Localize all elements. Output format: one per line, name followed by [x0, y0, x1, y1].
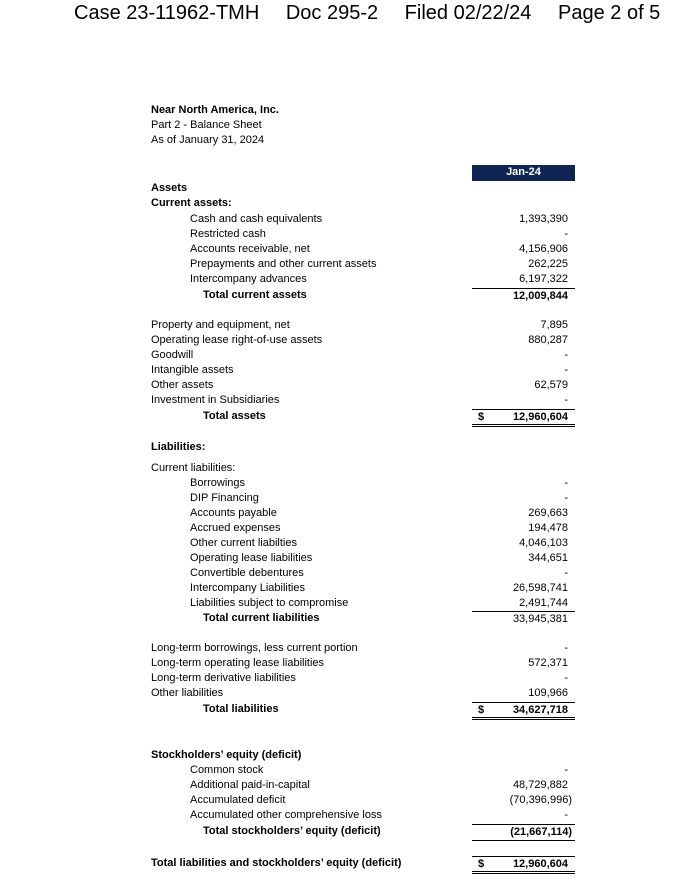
value-cell [472, 242, 575, 256]
table-row [151, 272, 575, 287]
row-value: 12,009,844 [512, 290, 568, 302]
value-cell [472, 596, 575, 610]
currency-symbol: $ [478, 411, 485, 423]
row-label: Assets [151, 182, 188, 194]
value-cell [472, 686, 575, 700]
value-cell [472, 778, 575, 792]
row-label: Total stockholders’ equity (deficit) [203, 825, 381, 837]
value-cell [472, 763, 575, 777]
value-cell [472, 551, 575, 565]
value-cell [472, 702, 575, 720]
row-value: 344,651 [528, 552, 568, 564]
row-label: Liabilities subject to compromise [190, 597, 349, 609]
row-label: Other liabilities [151, 687, 224, 699]
row-label: Goodwill [151, 349, 194, 361]
value-cell [472, 566, 575, 580]
currency-symbol: $ [478, 858, 485, 870]
value-cell [472, 348, 575, 362]
value-cell [472, 363, 575, 377]
value-cell [472, 212, 575, 226]
row-label: Intercompany advances [190, 273, 307, 285]
value-cell [472, 227, 575, 241]
table-row [151, 440, 575, 455]
table-row [151, 566, 575, 581]
row-value: - [564, 364, 568, 376]
row-value: 7,895 [540, 319, 568, 331]
row-label: Current assets: [151, 197, 232, 209]
total-row [151, 288, 575, 303]
table-row [151, 793, 575, 808]
table-row [151, 378, 575, 393]
value-cell [472, 506, 575, 520]
table-row [151, 671, 575, 686]
value-cell [472, 476, 575, 490]
value-cell [472, 671, 575, 685]
total-row [151, 824, 575, 839]
row-value: - [564, 567, 568, 579]
row-label: Total liabilities [203, 703, 279, 715]
value-cell [472, 824, 575, 841]
value-cell [472, 288, 575, 302]
table-row [151, 778, 575, 793]
row-label: Borrowings [190, 477, 246, 489]
row-label: Intangible assets [151, 364, 234, 376]
value-cell [472, 611, 575, 625]
row-label: Restricted cash [190, 228, 266, 240]
row-label: Total current liabilities [203, 612, 320, 624]
page-number: Page 2 of 5 [558, 2, 661, 24]
table-row [151, 491, 575, 506]
value-cell [472, 641, 575, 655]
company-name: Near North America, Inc. [151, 104, 279, 116]
row-label: Convertible debentures [190, 567, 304, 579]
table-row [151, 461, 575, 476]
value-cell [472, 521, 575, 535]
row-value: 34,627,718 [512, 704, 568, 716]
row-label: Total current assets [203, 289, 307, 301]
column-header-period: Jan-24 [472, 165, 575, 181]
row-label: Accrued expenses [190, 522, 281, 534]
table-row [151, 763, 575, 778]
row-value: 194,478 [528, 522, 568, 534]
row-value: (70,396,996) [509, 794, 572, 806]
row-value: 62,579 [534, 379, 568, 391]
row-value: - [564, 492, 568, 504]
value-cell [472, 581, 575, 595]
row-value: 880,287 [528, 334, 568, 346]
statement-title: Part 2 - Balance Sheet [151, 119, 262, 131]
table-row [151, 808, 575, 823]
table-row [151, 227, 575, 242]
row-label: Stockholders’ equity (deficit) [151, 749, 302, 761]
row-value: 109,966 [528, 687, 568, 699]
row-label: Long-term borrowings, less current portion [151, 642, 358, 654]
row-label: Accounts receivable, net [190, 243, 310, 255]
row-label: Long-term derivative liabilities [151, 672, 296, 684]
value-cell [472, 440, 575, 454]
table-row [151, 686, 575, 701]
filed-date: Filed 02/22/24 [404, 2, 532, 24]
row-value: 48,729,882 [512, 779, 568, 791]
row-value: (21,667,114) [510, 826, 572, 838]
row-value: 262,225 [528, 258, 568, 270]
row-value: 33,945,381 [512, 613, 568, 625]
value-cell [472, 536, 575, 550]
table-row [151, 506, 575, 521]
row-value: 269,663 [528, 507, 568, 519]
table-row [151, 596, 575, 611]
row-label: DIP Financing [190, 492, 259, 504]
row-value: - [564, 228, 568, 240]
table-row [151, 656, 575, 671]
row-label: Accumulated deficit [190, 794, 286, 806]
row-label: Other assets [151, 379, 214, 391]
row-label: Long-term operating lease liabilities [151, 657, 325, 669]
value-cell [472, 793, 575, 807]
total-row [151, 409, 575, 424]
table-row [151, 318, 575, 333]
row-value: 12,960,604 [512, 858, 568, 870]
value-cell [472, 318, 575, 332]
table-row [151, 363, 575, 378]
row-value: 2,491,744 [519, 597, 568, 609]
value-cell [472, 257, 575, 271]
row-value: 12,960,604 [512, 411, 568, 423]
row-label: Additional paid-in-capital [190, 779, 310, 791]
row-label: Total assets [203, 410, 266, 422]
doc-number: Doc 295-2 [285, 2, 379, 24]
total-row [151, 856, 575, 871]
table-row [151, 536, 575, 551]
value-cell [472, 656, 575, 670]
value-cell [472, 409, 575, 427]
row-value: - [564, 809, 568, 821]
row-label: Total liabilities and stockholders’ equity (deficit) [151, 857, 402, 869]
table-row [151, 181, 575, 196]
row-label: Property and equipment, net [151, 319, 290, 331]
total-row [151, 611, 575, 626]
table-row [151, 551, 575, 566]
row-label: Accumulated other comprehensive loss [190, 809, 382, 821]
value-cell [472, 393, 575, 407]
value-cell [472, 378, 575, 392]
table-row [151, 242, 575, 257]
table-row [151, 641, 575, 656]
value-cell [472, 333, 575, 347]
value-cell [472, 196, 575, 210]
row-label: Accounts payable [190, 507, 277, 519]
row-label: Operating lease right-of-use assets [151, 334, 323, 346]
court-filing-header [74, 2, 660, 25]
row-value: 6,197,322 [519, 273, 568, 285]
row-label: Prepayments and other current assets [190, 258, 377, 270]
table-row [151, 581, 575, 596]
row-value: - [564, 642, 568, 654]
table-row [151, 196, 575, 211]
table-row [151, 257, 575, 272]
table-row [151, 348, 575, 363]
row-value: 26,598,741 [512, 582, 568, 594]
row-value: - [564, 349, 568, 361]
value-cell [472, 272, 575, 286]
total-row [151, 702, 575, 717]
row-value: - [564, 394, 568, 406]
row-value: 4,156,906 [519, 243, 568, 255]
row-label: Cash and cash equivalents [190, 213, 323, 225]
row-label: Liabilities: [151, 441, 206, 453]
value-cell [472, 491, 575, 505]
row-label: Other current liabilties [190, 537, 297, 549]
table-row [151, 521, 575, 536]
value-cell [472, 181, 575, 195]
value-cell [472, 748, 575, 762]
row-label: Intercompany Liabilities [190, 582, 305, 594]
currency-symbol: $ [478, 704, 485, 716]
value-cell [472, 856, 575, 874]
table-row [151, 212, 575, 227]
case-number: Case 23-11962-TMH [74, 2, 260, 24]
row-value: 4,046,103 [519, 537, 568, 549]
row-value: - [564, 764, 568, 776]
row-value: - [564, 477, 568, 489]
row-value: 572,371 [528, 657, 568, 669]
row-value: 1,393,390 [519, 213, 568, 225]
table-row [151, 333, 575, 348]
row-label: Current liabilities: [151, 462, 236, 474]
row-label: Common stock [190, 764, 264, 776]
value-cell [472, 808, 575, 822]
statement-date: As of January 31, 2024 [151, 134, 265, 146]
row-value: - [564, 672, 568, 684]
value-cell [472, 461, 575, 475]
row-label: Investment in Subsidiaries [151, 394, 280, 406]
table-row [151, 476, 575, 491]
table-row [151, 748, 575, 763]
table-row [151, 393, 575, 408]
row-label: Operating lease liabilities [190, 552, 313, 564]
